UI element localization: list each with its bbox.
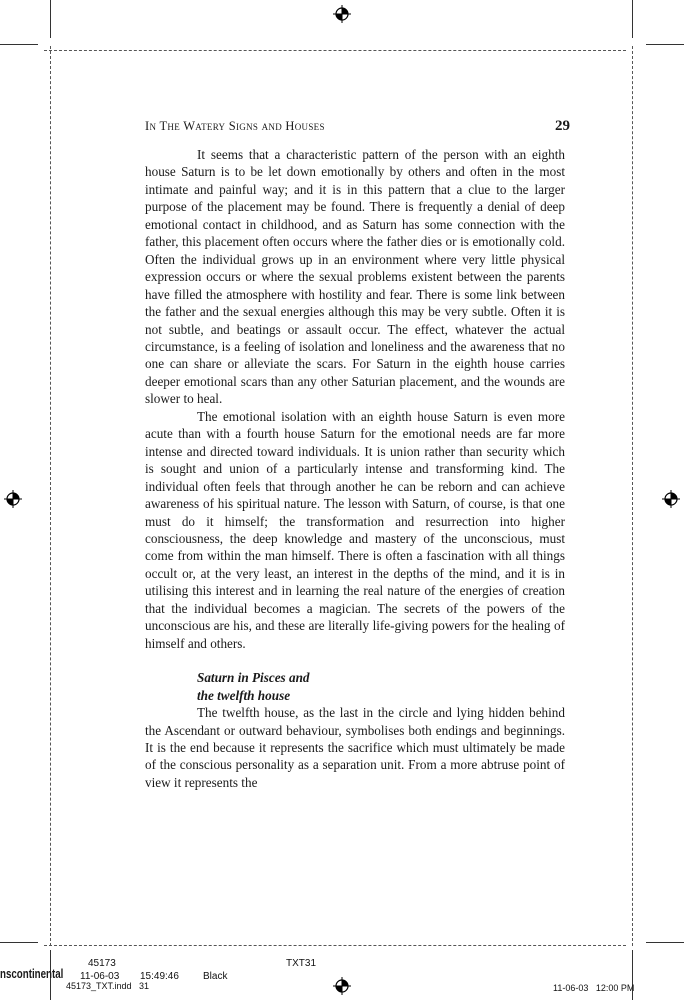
slug-publisher: nscontinental	[0, 966, 64, 981]
trim-line-bottom	[44, 945, 626, 946]
crop-mark-right-bottom	[646, 942, 684, 943]
section-heading-line: the twelfth house	[197, 687, 291, 703]
slug-job-number: 45173	[88, 958, 116, 969]
registration-mark-icon	[333, 977, 351, 995]
section-heading-line: Saturn in Pisces and	[197, 670, 310, 686]
slug-file-name: 45173_TXT.indd	[66, 981, 132, 991]
slug-date: 11-06-03	[80, 971, 120, 982]
trim-line-right	[632, 46, 633, 946]
slug-color: Black	[203, 971, 228, 982]
registration-mark-icon	[662, 490, 680, 508]
body-text	[145, 146, 565, 791]
paragraph: It seems that a characteristic pattern of the person with an eighth house Saturn is to be let down emotionally by others and often in the most intimate and painful way; and it is in this pattern that a clue to the larger purpose of the placement may be found. There is frequently a denial of deep emotional contact in childhood, and as Saturn has some connection with the father, this placement often occurs where the father dies or is emotionally cold. Often the individual grows up in an environment where very little physical expression occurs or where the sexual problems existent between the parents have filled the atmosphere with hostility and fear. There is some link between the father and the sexual energies although this may be very subtle. Often it is not subtle, and beatings or assault occur. The effect, whatever the actual circumstance, is a feeling of isolation and loneliness and the awareness that no one can share or alleviate the scars. For Saturn in the eighth house carries deeper emotional scars than any other Saturian placement, and the wounds are slower to heal.	[145, 147, 565, 407]
paragraph: The twelfth house, as the last in the circle and lying hidden behind the Ascendant or outward behaviour, symbolises both endings and beginnings. It is the end because it represents the sacrifice which must ultimately be made of the conscious personality as a separation unit. From a more abtruse point of view it represents the	[145, 705, 565, 790]
paragraph: The emotional isolation with an eighth house Saturn is even more acute than with a fourth house Saturn for the emotional needs are far more intense and directed toward individuals. It is union rather than security which is sought and union of a particularly intense and transforming kind. The individual often feels that through another he can be reborn and can achieve awareness of his spiritual nature. The lesson with Saturn, of course, is that one must do it himself; the transformation and resurrection into higher consciousness, the deep knowledge and mastery of the unconscious, must come from within the man himself. There is often a fascination with all things occult or, at the very least, an interest in the depths of the mind, and it is in utilising this interest and in learning the real nature of the energies of creation that the individual becomes a magician. The secrets of the powers of the unconscious are his, and these are literally life-giving powers for the healing of himself and others.	[145, 408, 565, 651]
crop-mark-left-bottom	[0, 942, 38, 943]
trim-line-left	[50, 46, 51, 946]
slug-page: 31	[139, 981, 150, 991]
slug-time: 15:49:46	[140, 971, 179, 982]
crop-mark-top-right	[632, 0, 633, 38]
crop-mark-top-left	[50, 0, 51, 38]
crop-mark-right-top	[646, 44, 684, 45]
trim-line-top	[44, 50, 626, 51]
page-number: 29	[555, 118, 570, 134]
running-head	[145, 118, 570, 135]
running-head-title: In The Watery Signs and Houses	[145, 119, 325, 133]
registration-mark-icon	[4, 490, 22, 508]
registration-mark-icon	[333, 5, 351, 23]
slug-section: TXT31	[286, 958, 317, 969]
section-heading	[197, 669, 565, 704]
slug-right-stamp: 11-06-03 12:00 PM	[553, 983, 635, 993]
crop-mark-left-top	[0, 44, 38, 45]
